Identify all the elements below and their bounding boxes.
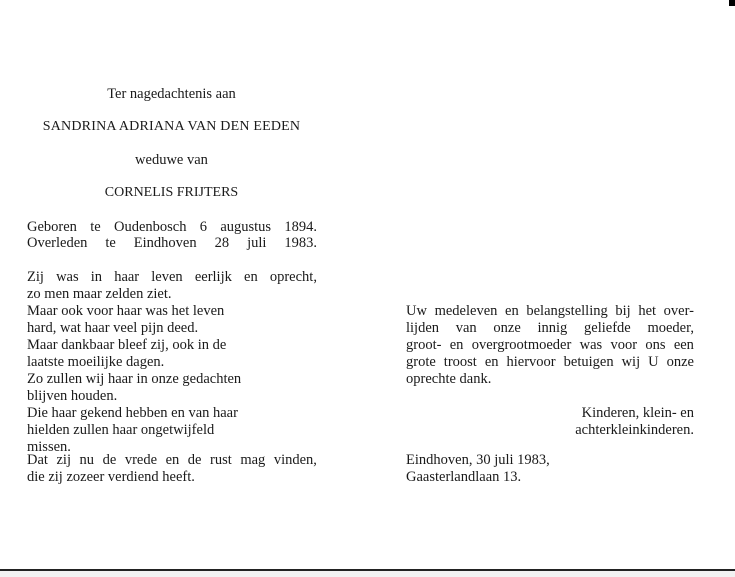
- word: U: [648, 354, 659, 370]
- husband-name: CORNELIS FRIJTERS: [104, 185, 239, 200]
- word: nu: [79, 452, 95, 468]
- word: Uw: [406, 303, 427, 319]
- word: voor: [610, 337, 638, 353]
- died-line: [27, 234, 317, 252]
- word: bij: [615, 303, 631, 319]
- word: mag: [240, 452, 266, 468]
- deceased-name: SANDRINA ADRIANA VAN DEN EEDEN: [42, 119, 301, 134]
- word: en: [244, 269, 258, 285]
- word: troost: [443, 354, 477, 370]
- word: 28: [214, 235, 230, 251]
- poem-line-6: laatste moeilijke dagen.: [27, 354, 165, 370]
- poem-line-12: [27, 451, 317, 469]
- poem-line-10: hielden zullen haar ongetwijfeld: [27, 422, 215, 438]
- word: Dat: [27, 452, 48, 468]
- thanks-line-1: [406, 302, 694, 320]
- word: en: [449, 337, 464, 353]
- thanks-line-4: [406, 353, 694, 371]
- word: ons: [645, 337, 666, 353]
- word: en: [165, 452, 180, 468]
- word: leven: [151, 269, 183, 285]
- poem-line-5: Maar dankbaar bleef zij, ook in de: [27, 337, 227, 353]
- word: 6: [199, 219, 208, 235]
- poem-line-13: die zij zozeer verdiend heeft.: [27, 469, 195, 485]
- word: over-: [663, 303, 694, 319]
- poem-line-8: blijven houden.: [27, 388, 118, 404]
- family-signature-1: Kinderen, klein- en: [581, 405, 694, 421]
- poem-line-3: Maar ook voor haar was het leven: [27, 303, 225, 319]
- word: en: [484, 354, 499, 370]
- word: juli: [247, 235, 267, 251]
- word: Zij: [27, 269, 44, 285]
- poem-line-2: zo men maar zelden ziet.: [27, 286, 172, 302]
- thanks-line-3: [406, 336, 694, 354]
- word: overgrootmoeder: [471, 337, 572, 353]
- widow-of-text: weduwe van: [135, 152, 208, 168]
- word: in: [90, 269, 103, 285]
- word: vrede: [124, 452, 158, 468]
- word: betuigen: [563, 354, 614, 370]
- word: grote: [406, 354, 436, 370]
- poem-line-1: [27, 268, 317, 286]
- word: en: [505, 303, 519, 319]
- word: was: [56, 269, 79, 285]
- word: geliefde: [584, 320, 631, 336]
- word: groot-: [406, 337, 442, 353]
- word: innig: [537, 320, 568, 336]
- word: het: [638, 303, 657, 319]
- word: oprecht,: [269, 269, 317, 285]
- word: wij: [621, 354, 641, 370]
- word: was: [579, 337, 603, 353]
- intro-text: Ter nagedachtenis aan: [107, 86, 236, 102]
- word: eerlijk: [194, 269, 232, 285]
- word: Geboren: [27, 219, 77, 235]
- thanks-line-2: [406, 319, 694, 337]
- address: Gaasterlandlaan 13.: [406, 469, 522, 485]
- poem-line-4: hard, wat haar veel pijn deed.: [27, 320, 199, 336]
- thanks-line-5: oprechte dank.: [406, 371, 492, 387]
- word: te: [90, 219, 101, 235]
- word: onze: [493, 320, 521, 336]
- word: belangstelling: [526, 303, 608, 319]
- word: zij: [56, 452, 71, 468]
- word: een: [673, 337, 694, 353]
- word: hiervoor: [506, 354, 556, 370]
- word: Overleden: [27, 235, 88, 251]
- word: de: [102, 452, 117, 468]
- bottom-shadow: [0, 571, 735, 577]
- poem-line-9: Die haar gekend hebben en van haar: [27, 405, 238, 421]
- word: Eindhoven: [133, 235, 197, 251]
- word: onze: [666, 354, 694, 370]
- word: 1983.: [284, 235, 317, 251]
- word: de: [187, 452, 202, 468]
- word: 1894.: [284, 219, 317, 235]
- word: augustus: [220, 219, 272, 235]
- word: van: [455, 320, 477, 336]
- word: rust: [210, 452, 232, 468]
- word: Oudenbosch: [113, 219, 187, 235]
- word: te: [105, 235, 116, 251]
- word: haar: [114, 269, 140, 285]
- word: lijden: [406, 320, 440, 336]
- corner-mark: [729, 0, 735, 6]
- place-date: Eindhoven, 30 juli 1983,: [406, 452, 550, 468]
- poem-line-7: Zo zullen wij haar in onze gedachten: [27, 371, 242, 387]
- word: moeder,: [647, 320, 694, 336]
- word: vinden,: [273, 452, 317, 468]
- family-signature-2: achterkleinkinderen.: [575, 422, 694, 438]
- word: medeleven: [434, 303, 498, 319]
- poem-line-11: missen.: [27, 439, 71, 455]
